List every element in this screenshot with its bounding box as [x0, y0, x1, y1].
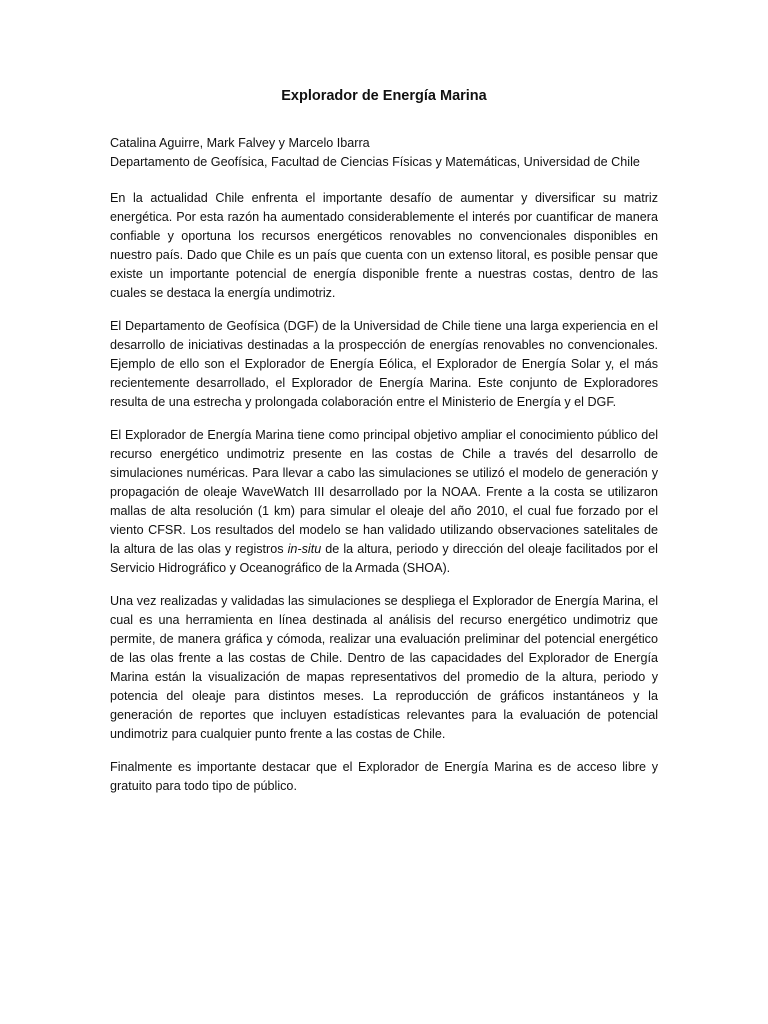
paragraph-3-text-after: de la altura, periodo y dirección del oleaje facilitados por el Servicio Hidrográfico y Oceanográfico de la Armada (SHOA).: [110, 542, 658, 575]
paragraph-1: En la actualidad Chile enfrenta el importante desafío de aumentar y diversificar su matriz energética. Por esta razón ha aumentado considerablemente el interés por cuantificar de manera confiable y oportuna los recursos energéticos renovables no convencionales disponibles en nuestro país. Dado que Chile es un país que cuenta con un extenso litoral, es posible pensar que existe un importante potencial de energía disponible frente a nuestras costas, dentro de las cuales se destaca la energía undimotriz.: [110, 191, 658, 300]
paragraph-4: Una vez realizadas y validadas las simulaciones se despliega el Explorador de Energía Marina, el cual es una herramienta en línea destinada al análisis del recurso energético undimotriz que permite, de manera gráfica y cómoda, realizar una evaluación preliminar del potencial energético de las olas frente a las costas de Chile. Dentro de las capacidades del Explorador de Energía Marina están la visualización de mapas representativos del promedio de la altura, periodo y potencia del oleaje para distintos meses. La reproducción de gráficos instantáneos y la generación de reportes que incluyen estadísticas relevantes para la evaluación de potencial undimotriz para cualquier punto frente a las costas de Chile.: [110, 594, 658, 741]
paragraph-3-italic-term: in-situ: [287, 542, 322, 556]
paragraph-2: El Departamento de Geofísica (DGF) de la Universidad de Chile tiene una larga experiencia en el desarrollo de iniciativas destinadas a la prospección de energías renovables no convencionales. Ejemplo de ello son el Explorador de Energía Eólica, el Explorador de Energía Solar y, el más recientemente desarrollado, el Explorador de Energía Marina. Este conjunto de Exploradores resulta de una estrecha y prolongada colaboración entre el Ministerio de Energía y el DGF.: [110, 319, 658, 409]
document-affiliation: Departamento de Geofísica, Facultad de Ciencias Físicas y Matemáticas, Universidad de Chile: [110, 155, 640, 169]
paragraph-5: Finalmente es importante destacar que el Explorador de Energía Marina es de acceso libre y gratuito para todo tipo de público.: [110, 760, 658, 793]
document-authors: Catalina Aguirre, Mark Falvey y Marcelo Ibarra: [110, 136, 370, 150]
document-title: Explorador de Energía Marina: [281, 88, 487, 104]
document-body: [110, 86, 658, 810]
paragraph-3-text-before: El Explorador de Energía Marina tiene como principal objetivo ampliar el conocimiento público del recurso energético undimotriz presente en las costas de Chile a través del desarrollo de simulaciones numéricas. Para llevar a cabo las simulaciones se utilizó el modelo de generación y propagación de oleaje WaveWatch III desarrollado por la NOAA. Frente a la costa se utilizaron mallas de alta resolución (1 km) para simular el oleaje del año 2010, el cual fue forzado por el viento CFSR. Los resultados del modelo se han validado utilizando observaciones satelitales de la altura de las olas y registros: [110, 428, 658, 556]
paragraph-3: [110, 426, 658, 578]
